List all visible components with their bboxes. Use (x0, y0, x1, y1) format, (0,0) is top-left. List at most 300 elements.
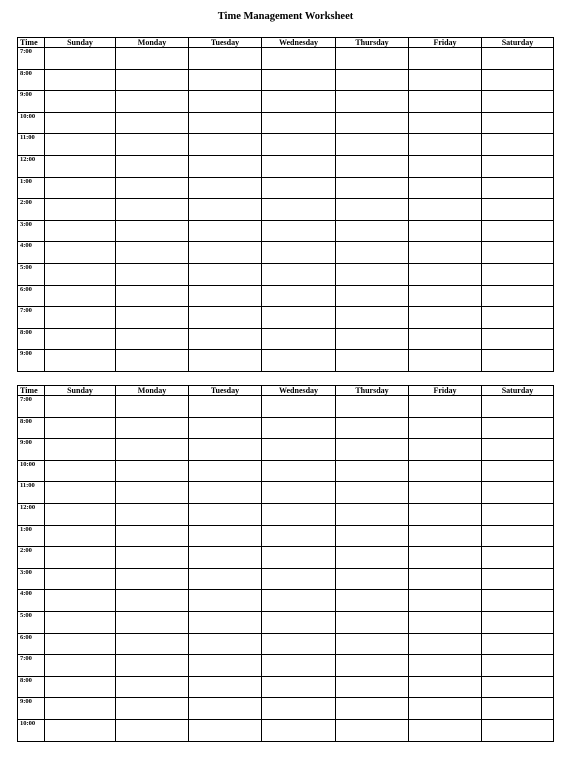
time-label: 12:00 (18, 155, 45, 177)
time-label: 7:00 (18, 396, 45, 418)
schedule-cell-tuesday[interactable] (189, 177, 262, 199)
schedule-cell-monday[interactable] (116, 285, 189, 307)
schedule-cell-monday[interactable] (116, 48, 189, 70)
schedule-cell-wednesday[interactable] (262, 719, 336, 741)
schedule-cell-sunday[interactable] (45, 568, 116, 590)
schedule-cell-friday[interactable] (409, 417, 482, 439)
schedule-cell-friday[interactable] (409, 112, 482, 134)
column-header-monday: Monday (116, 38, 189, 48)
schedule-cell-tuesday[interactable] (189, 439, 262, 461)
schedule-cell-saturday[interactable] (482, 48, 554, 70)
time-row (18, 242, 554, 264)
schedule-cell-tuesday[interactable] (189, 220, 262, 242)
schedule-cell-saturday[interactable] (482, 69, 554, 91)
schedule-cell-tuesday[interactable] (189, 285, 262, 307)
schedule-cell-sunday[interactable] (45, 611, 116, 633)
time-row (18, 439, 554, 461)
schedule-cell-monday[interactable] (116, 655, 189, 677)
schedule-cell-tuesday[interactable] (189, 417, 262, 439)
time-row (18, 417, 554, 439)
time-row (18, 307, 554, 329)
column-header-friday: Friday (409, 386, 482, 396)
schedule-cell-wednesday[interactable] (262, 48, 336, 70)
schedule-cell-friday[interactable] (409, 525, 482, 547)
schedule-cell-saturday[interactable] (482, 242, 554, 264)
schedule-cell-tuesday[interactable] (189, 134, 262, 156)
schedule-cell-sunday[interactable] (45, 547, 116, 569)
schedule-cell-tuesday[interactable] (189, 69, 262, 91)
schedule-cell-saturday[interactable] (482, 350, 554, 372)
schedule-cell-thursday[interactable] (336, 220, 409, 242)
schedule-cell-monday[interactable] (116, 328, 189, 350)
time-label: 3:00 (18, 568, 45, 590)
column-header-wednesday: Wednesday (262, 386, 336, 396)
time-label: 10:00 (18, 719, 45, 741)
time-label: 11:00 (18, 134, 45, 156)
schedule-cell-saturday[interactable] (482, 676, 554, 698)
schedule-cell-monday[interactable] (116, 503, 189, 525)
schedule-cell-saturday[interactable] (482, 547, 554, 569)
schedule-cell-saturday[interactable] (482, 177, 554, 199)
schedule-cell-wednesday[interactable] (262, 69, 336, 91)
schedule-cell-tuesday[interactable] (189, 525, 262, 547)
schedule-cell-sunday[interactable] (45, 350, 116, 372)
schedule-cell-monday[interactable] (116, 417, 189, 439)
schedule-cell-tuesday[interactable] (189, 503, 262, 525)
schedule-cell-sunday[interactable] (45, 719, 116, 741)
schedule-cell-sunday[interactable] (45, 112, 116, 134)
schedule-cell-thursday[interactable] (336, 155, 409, 177)
schedule-table-2 (17, 385, 554, 742)
schedule-cell-sunday[interactable] (45, 69, 116, 91)
schedule-cell-friday[interactable] (409, 655, 482, 677)
column-header-saturday: Saturday (482, 386, 554, 396)
schedule-cell-saturday[interactable] (482, 263, 554, 285)
schedule-cell-wednesday[interactable] (262, 396, 336, 418)
time-label: 7:00 (18, 48, 45, 70)
schedule-cell-sunday[interactable] (45, 417, 116, 439)
schedule-cell-sunday[interactable] (45, 242, 116, 264)
schedule-cell-monday[interactable] (116, 91, 189, 113)
schedule-cell-friday[interactable] (409, 91, 482, 113)
schedule-cell-tuesday[interactable] (189, 263, 262, 285)
schedule-cell-wednesday[interactable] (262, 307, 336, 329)
schedule-cell-friday[interactable] (409, 263, 482, 285)
time-label: 11:00 (18, 482, 45, 504)
schedule-cell-tuesday[interactable] (189, 91, 262, 113)
column-header-sunday: Sunday (45, 386, 116, 396)
schedule-cell-sunday[interactable] (45, 460, 116, 482)
schedule-cell-monday[interactable] (116, 155, 189, 177)
schedule-cell-monday[interactable] (116, 350, 189, 372)
schedule-cell-saturday[interactable] (482, 220, 554, 242)
schedule-cell-wednesday[interactable] (262, 655, 336, 677)
schedule-cell-saturday[interactable] (482, 503, 554, 525)
schedule-cell-saturday[interactable] (482, 698, 554, 720)
schedule-cell-thursday[interactable] (336, 285, 409, 307)
schedule-cell-friday[interactable] (409, 676, 482, 698)
schedule-cell-wednesday[interactable] (262, 568, 336, 590)
schedule-cell-sunday[interactable] (45, 307, 116, 329)
schedule-cell-monday[interactable] (116, 439, 189, 461)
schedule-cell-thursday[interactable] (336, 676, 409, 698)
time-label: 5:00 (18, 263, 45, 285)
schedule-cell-tuesday[interactable] (189, 328, 262, 350)
schedule-cell-sunday[interactable] (45, 91, 116, 113)
schedule-cell-sunday[interactable] (45, 633, 116, 655)
time-label: 7:00 (18, 655, 45, 677)
schedule-cell-monday[interactable] (116, 220, 189, 242)
schedule-cell-wednesday[interactable] (262, 242, 336, 264)
time-row (18, 285, 554, 307)
time-row (18, 460, 554, 482)
schedule-cell-thursday[interactable] (336, 328, 409, 350)
time-label: 3:00 (18, 220, 45, 242)
time-label: 8:00 (18, 69, 45, 91)
schedule-cell-monday[interactable] (116, 547, 189, 569)
time-label: 9:00 (18, 350, 45, 372)
schedule-cell-monday[interactable] (116, 134, 189, 156)
schedule-cell-monday[interactable] (116, 242, 189, 264)
schedule-cell-monday[interactable] (116, 396, 189, 418)
time-row (18, 396, 554, 418)
schedule-cell-wednesday[interactable] (262, 439, 336, 461)
schedule-cell-saturday[interactable] (482, 460, 554, 482)
schedule-cell-friday[interactable] (409, 568, 482, 590)
schedule-cell-monday[interactable] (116, 633, 189, 655)
schedule-cell-wednesday[interactable] (262, 611, 336, 633)
time-label: 9:00 (18, 91, 45, 113)
schedule-cell-tuesday[interactable] (189, 611, 262, 633)
schedule-cell-wednesday[interactable] (262, 177, 336, 199)
column-header-thursday: Thursday (336, 38, 409, 48)
column-header-wednesday: Wednesday (262, 38, 336, 48)
time-row (18, 547, 554, 569)
schedule-cell-wednesday[interactable] (262, 590, 336, 612)
schedule-cell-thursday[interactable] (336, 307, 409, 329)
time-row (18, 503, 554, 525)
schedule-cell-wednesday[interactable] (262, 633, 336, 655)
schedule-cell-sunday[interactable] (45, 503, 116, 525)
time-label: 1:00 (18, 177, 45, 199)
schedule-cell-thursday[interactable] (336, 69, 409, 91)
schedule-cell-friday[interactable] (409, 155, 482, 177)
schedule-cell-wednesday[interactable] (262, 417, 336, 439)
schedule-cell-sunday[interactable] (45, 482, 116, 504)
time-row (18, 69, 554, 91)
schedule-cell-tuesday[interactable] (189, 547, 262, 569)
schedule-cell-friday[interactable] (409, 547, 482, 569)
time-row (18, 220, 554, 242)
time-row (18, 177, 554, 199)
schedule-cell-tuesday[interactable] (189, 48, 262, 70)
time-row (18, 568, 554, 590)
schedule-cell-saturday[interactable] (482, 328, 554, 350)
schedule-cell-friday[interactable] (409, 439, 482, 461)
schedule-cell-sunday[interactable] (45, 48, 116, 70)
time-row (18, 134, 554, 156)
schedule-cell-sunday[interactable] (45, 155, 116, 177)
column-header-friday: Friday (409, 38, 482, 48)
schedule-cell-monday[interactable] (116, 719, 189, 741)
time-row (18, 719, 554, 741)
schedule-cell-friday[interactable] (409, 307, 482, 329)
time-row (18, 698, 554, 720)
column-header-time: Time (18, 38, 45, 48)
schedule-cell-monday[interactable] (116, 112, 189, 134)
schedule-cell-friday[interactable] (409, 134, 482, 156)
schedule-cell-friday[interactable] (409, 220, 482, 242)
schedule-cell-saturday[interactable] (482, 482, 554, 504)
schedule-cell-friday[interactable] (409, 396, 482, 418)
schedule-cell-saturday[interactable] (482, 91, 554, 113)
schedule-cell-saturday[interactable] (482, 633, 554, 655)
time-label: 6:00 (18, 285, 45, 307)
schedule-cell-thursday[interactable] (336, 547, 409, 569)
schedule-cell-tuesday[interactable] (189, 460, 262, 482)
schedule-cell-thursday[interactable] (336, 417, 409, 439)
schedule-cell-wednesday[interactable] (262, 525, 336, 547)
schedule-cell-sunday[interactable] (45, 698, 116, 720)
schedule-cell-sunday[interactable] (45, 285, 116, 307)
schedule-cell-monday[interactable] (116, 525, 189, 547)
schedule-cell-friday[interactable] (409, 633, 482, 655)
schedule-cell-thursday[interactable] (336, 177, 409, 199)
column-header-saturday: Saturday (482, 38, 554, 48)
time-row (18, 590, 554, 612)
schedule-cell-sunday[interactable] (45, 134, 116, 156)
schedule-cell-thursday[interactable] (336, 263, 409, 285)
schedule-cell-friday[interactable] (409, 460, 482, 482)
schedule-cell-thursday[interactable] (336, 48, 409, 70)
time-row (18, 112, 554, 134)
schedule-cell-friday[interactable] (409, 350, 482, 372)
schedule-cell-wednesday[interactable] (262, 285, 336, 307)
schedule-cell-monday[interactable] (116, 263, 189, 285)
schedule-cell-thursday[interactable] (336, 460, 409, 482)
schedule-cell-monday[interactable] (116, 568, 189, 590)
schedule-cell-tuesday[interactable] (189, 155, 262, 177)
schedule-cell-friday[interactable] (409, 177, 482, 199)
schedule-cell-sunday[interactable] (45, 220, 116, 242)
time-label: 9:00 (18, 439, 45, 461)
column-header-tuesday: Tuesday (189, 38, 262, 48)
schedule-cell-thursday[interactable] (336, 590, 409, 612)
schedule-cell-saturday[interactable] (482, 307, 554, 329)
time-row (18, 91, 554, 113)
schedule-cell-thursday[interactable] (336, 199, 409, 221)
schedule-cell-sunday[interactable] (45, 655, 116, 677)
schedule-cell-friday[interactable] (409, 503, 482, 525)
time-label: 9:00 (18, 698, 45, 720)
schedule-cell-monday[interactable] (116, 199, 189, 221)
schedule-cell-wednesday[interactable] (262, 134, 336, 156)
time-label: 5:00 (18, 611, 45, 633)
time-row (18, 328, 554, 350)
schedule-cell-saturday[interactable] (482, 417, 554, 439)
schedule-cell-saturday[interactable] (482, 439, 554, 461)
schedule-cell-thursday[interactable] (336, 134, 409, 156)
schedule-cell-saturday[interactable] (482, 611, 554, 633)
schedule-cell-monday[interactable] (116, 611, 189, 633)
schedule-cell-saturday[interactable] (482, 568, 554, 590)
time-label: 12:00 (18, 503, 45, 525)
schedule-cell-thursday[interactable] (336, 439, 409, 461)
time-label: 8:00 (18, 328, 45, 350)
schedule-cell-wednesday[interactable] (262, 503, 336, 525)
schedule-cell-saturday[interactable] (482, 134, 554, 156)
schedule-cell-saturday[interactable] (482, 396, 554, 418)
schedule-cell-tuesday[interactable] (189, 633, 262, 655)
schedule-cell-friday[interactable] (409, 611, 482, 633)
schedule-cell-friday[interactable] (409, 48, 482, 70)
schedule-cell-tuesday[interactable] (189, 655, 262, 677)
column-header-thursday: Thursday (336, 386, 409, 396)
time-row (18, 525, 554, 547)
time-label: 7:00 (18, 307, 45, 329)
schedule-cell-monday[interactable] (116, 307, 189, 329)
schedule-cell-friday[interactable] (409, 285, 482, 307)
schedule-cell-thursday[interactable] (336, 655, 409, 677)
schedule-cell-tuesday[interactable] (189, 719, 262, 741)
schedule-cell-friday[interactable] (409, 328, 482, 350)
time-row (18, 482, 554, 504)
schedule-cell-monday[interactable] (116, 698, 189, 720)
schedule-cell-wednesday[interactable] (262, 199, 336, 221)
schedule-cell-wednesday[interactable] (262, 328, 336, 350)
time-row (18, 155, 554, 177)
time-label: 8:00 (18, 417, 45, 439)
schedule-cell-wednesday[interactable] (262, 155, 336, 177)
column-header-tuesday: Tuesday (189, 386, 262, 396)
schedule-table-1 (17, 37, 554, 372)
schedule-cell-friday[interactable] (409, 69, 482, 91)
schedule-cell-friday[interactable] (409, 242, 482, 264)
time-row (18, 676, 554, 698)
schedule-cell-monday[interactable] (116, 482, 189, 504)
schedule-cell-monday[interactable] (116, 460, 189, 482)
schedule-cell-thursday[interactable] (336, 350, 409, 372)
schedule-cell-saturday[interactable] (482, 112, 554, 134)
time-label: 10:00 (18, 112, 45, 134)
schedule-cell-friday[interactable] (409, 698, 482, 720)
schedule-cell-saturday[interactable] (482, 590, 554, 612)
time-label: 2:00 (18, 547, 45, 569)
time-label: 1:00 (18, 525, 45, 547)
schedule-cell-thursday[interactable] (336, 719, 409, 741)
schedule-cell-wednesday[interactable] (262, 91, 336, 113)
schedule-cell-thursday[interactable] (336, 698, 409, 720)
schedule-cell-sunday[interactable] (45, 396, 116, 418)
schedule-cell-tuesday[interactable] (189, 698, 262, 720)
schedule-cell-sunday[interactable] (45, 177, 116, 199)
schedule-cell-thursday[interactable] (336, 396, 409, 418)
time-row (18, 633, 554, 655)
schedule-cell-wednesday[interactable] (262, 350, 336, 372)
schedule-cell-saturday[interactable] (482, 199, 554, 221)
schedule-cell-wednesday[interactable] (262, 263, 336, 285)
schedule-cell-thursday[interactable] (336, 91, 409, 113)
time-label: 10:00 (18, 460, 45, 482)
schedule-cell-monday[interactable] (116, 676, 189, 698)
schedule-cell-sunday[interactable] (45, 263, 116, 285)
time-row (18, 48, 554, 70)
time-label: 6:00 (18, 633, 45, 655)
schedule-cell-saturday[interactable] (482, 655, 554, 677)
time-row (18, 350, 554, 372)
schedule-cell-sunday[interactable] (45, 676, 116, 698)
schedule-cell-thursday[interactable] (336, 242, 409, 264)
schedule-cell-tuesday[interactable] (189, 242, 262, 264)
schedule-cell-friday[interactable] (409, 199, 482, 221)
schedule-cell-thursday[interactable] (336, 611, 409, 633)
time-row (18, 611, 554, 633)
schedule-cell-sunday[interactable] (45, 199, 116, 221)
schedule-cell-friday[interactable] (409, 590, 482, 612)
schedule-cell-saturday[interactable] (482, 525, 554, 547)
schedule-cell-wednesday[interactable] (262, 112, 336, 134)
schedule-cell-tuesday[interactable] (189, 112, 262, 134)
column-header-monday: Monday (116, 386, 189, 396)
column-header-time: Time (18, 386, 45, 396)
schedule-cell-tuesday[interactable] (189, 482, 262, 504)
schedule-cell-monday[interactable] (116, 69, 189, 91)
schedule-cell-saturday[interactable] (482, 719, 554, 741)
schedule-cell-saturday[interactable] (482, 155, 554, 177)
header-row (18, 386, 554, 396)
schedule-cell-thursday[interactable] (336, 525, 409, 547)
schedule-cell-tuesday[interactable] (189, 590, 262, 612)
header-row (18, 38, 554, 48)
schedule-cell-thursday[interactable] (336, 482, 409, 504)
schedule-cell-wednesday[interactable] (262, 698, 336, 720)
schedule-cell-saturday[interactable] (482, 285, 554, 307)
schedule-cell-monday[interactable] (116, 590, 189, 612)
schedule-cell-wednesday[interactable] (262, 460, 336, 482)
time-label: 4:00 (18, 242, 45, 264)
schedule-cell-tuesday[interactable] (189, 307, 262, 329)
schedule-cell-thursday[interactable] (336, 633, 409, 655)
schedule-cell-sunday[interactable] (45, 328, 116, 350)
schedule-cell-tuesday[interactable] (189, 350, 262, 372)
schedule-cell-wednesday[interactable] (262, 482, 336, 504)
schedule-cell-sunday[interactable] (45, 590, 116, 612)
schedule-cell-tuesday[interactable] (189, 396, 262, 418)
schedule-cell-monday[interactable] (116, 177, 189, 199)
schedule-cell-wednesday[interactable] (262, 220, 336, 242)
schedule-cell-wednesday[interactable] (262, 676, 336, 698)
schedule-cell-tuesday[interactable] (189, 568, 262, 590)
schedule-cell-thursday[interactable] (336, 568, 409, 590)
time-row (18, 655, 554, 677)
time-label: 8:00 (18, 676, 45, 698)
schedule-cell-friday[interactable] (409, 482, 482, 504)
schedule-cell-wednesday[interactable] (262, 547, 336, 569)
time-label: 2:00 (18, 199, 45, 221)
time-row (18, 263, 554, 285)
schedule-cell-friday[interactable] (409, 719, 482, 741)
schedule-cell-thursday[interactable] (336, 112, 409, 134)
schedule-cell-sunday[interactable] (45, 439, 116, 461)
schedule-cell-tuesday[interactable] (189, 199, 262, 221)
schedule-cell-tuesday[interactable] (189, 676, 262, 698)
time-label: 4:00 (18, 590, 45, 612)
schedule-cell-sunday[interactable] (45, 525, 116, 547)
column-header-sunday: Sunday (45, 38, 116, 48)
page-title: Time Management Worksheet (217, 11, 354, 22)
schedule-cell-thursday[interactable] (336, 503, 409, 525)
time-row (18, 199, 554, 221)
